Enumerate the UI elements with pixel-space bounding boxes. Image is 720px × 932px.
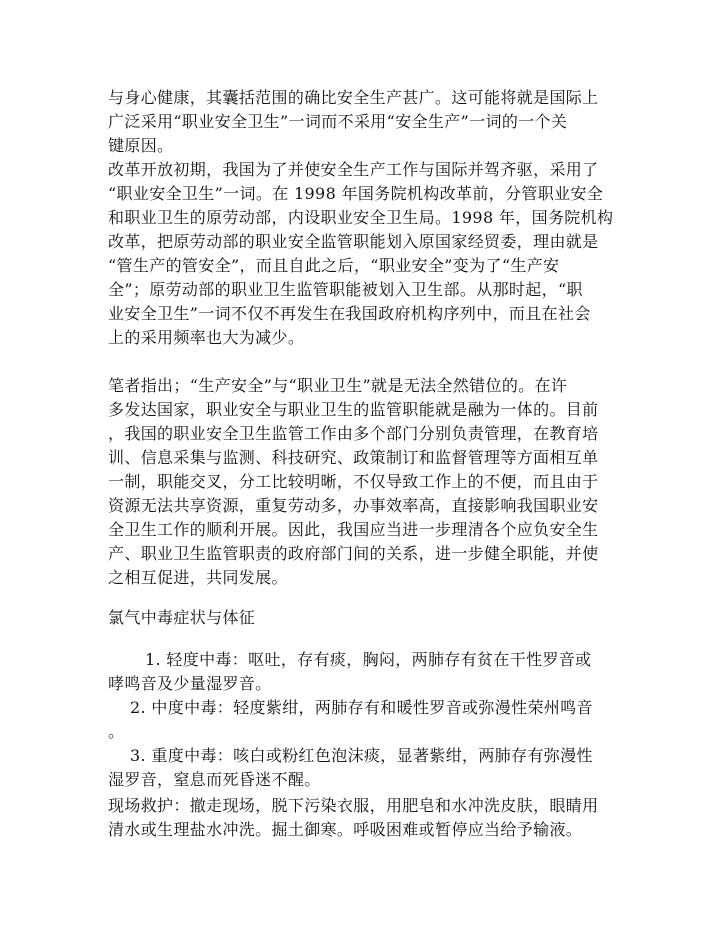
- paragraph-2-line-5: “管生产的管安全”，而且自此之后，“职业安全”变为了“生产安: [108, 256, 560, 275]
- paragraph-3-line-7: 全卫生工作的顺利开展。因此，我国应当进一步理清各个应负安全生: [108, 520, 599, 539]
- paragraph-3-line-5: 一制，职能交叉，分工比较明晰，不仅导致工作上的不便，而且由于: [108, 472, 599, 491]
- paragraph-3-line-3: ，我国的职业安全卫生监管工作由多个部门分别负责管理，在教育培: [108, 424, 599, 443]
- item-3-line-1: 3. 重度中毒：咳白或粉红色泡沫痰，显著紫绀，两肺存有弥漫性: [130, 746, 593, 765]
- paragraph-3-line-6: 资源无法共享资源，重复劳动多，办事效率高，直接影响我国职业安: [108, 496, 599, 515]
- paragraph-3-line-1: 笔者指出；“生产安全”与“职业卫生”就是无法全然错位的。在许: [108, 376, 568, 395]
- paragraph-2-line-8: 上的采用频率也大为减少。: [108, 328, 305, 347]
- paragraph-1-line-2: 广泛采用“职业安全卫生”一词而不采用“安全生产”一词的一个关: [108, 112, 568, 131]
- item-2-line-2: 。: [108, 722, 125, 741]
- paragraph-1-line-3: 键原因。: [108, 136, 174, 155]
- paragraph-4-line-1: 现场救护：撤走现场，脱下污染衣服，用肥皂和水冲洗皮肤，眼睛用: [108, 796, 599, 815]
- paragraph-3-line-9: 之相互促进，共同发展。: [108, 568, 288, 587]
- paragraph-4-line-2: 清水或生理盐水冲洗。掘土御寒。呼吸困难或暂停应当给予输液。: [108, 820, 583, 839]
- item-1-line-1: 1. 轻度中毒：呕吐，存有痰，胸闷，两肺存有贫在干性罗音或: [145, 650, 592, 669]
- paragraph-2-line-7: 业安全卫生”一词不仅不再发生在我国政府机构序列中，而且在社会: [108, 304, 591, 323]
- paragraph-2-line-2: “职业安全卫生”一词。在 1998 年国务院机构改革前，分管职业安全: [108, 184, 604, 203]
- item-2-line-1: 2. 中度中毒：轻度紫绀，两肺存有和暖性罗音或弥漫性荣州鸣音: [130, 698, 593, 717]
- item-1-line-2: 哮鸣音及少量湿罗音。: [108, 674, 272, 693]
- paragraph-1-line-1: 与身心健康，其囊括范围的确比安全生产甚广。这可能将就是国际上: [108, 88, 599, 107]
- item-3-line-2: 湿罗音，窒息而死昏迷不醒。: [108, 770, 321, 789]
- paragraph-3-line-8: 产、职业卫生监管职责的政府部门间的关系，进一步健全职能，并使: [108, 544, 599, 563]
- paragraph-3-line-4: 训、信息采集与监测、科技研究、政策制订和监督管理等方面相互单: [108, 448, 599, 467]
- paragraph-2-line-3: 和职业卫生的原劳动部，内设职业安全卫生局。1998 年，国务院机构: [108, 208, 614, 227]
- paragraph-2-line-6: 全”；原劳动部的职业卫生监管职能被划入卫生部。从那时起，“职: [108, 280, 583, 299]
- paragraph-2-line-4: 改革，把原劳动部的职业安全监管职能划入原国家经贸委，理由就是: [108, 232, 599, 251]
- paragraph-2-line-1: 改革开放初期，我国为了并使安全生产工作与国际并驾齐驱，采用了: [108, 160, 599, 179]
- section-heading: 氯气中毒症状与体征: [108, 608, 256, 627]
- paragraph-3-line-2: 多发达国家，职业安全与职业卫生的监管职能就是融为一体的。目前: [108, 400, 599, 419]
